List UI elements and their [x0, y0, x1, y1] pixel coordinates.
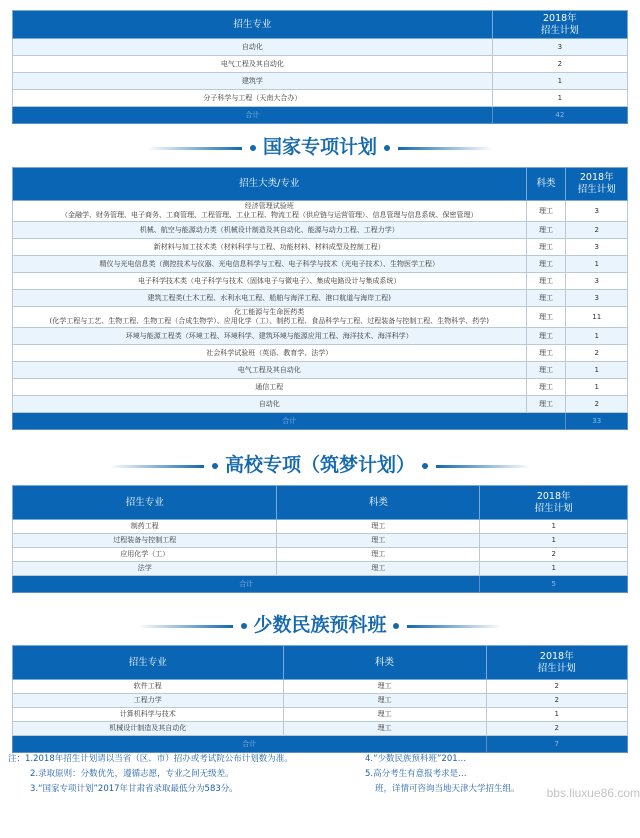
table-cell: 电气工程及其自动化: [13, 362, 527, 379]
table-row: [13, 222, 628, 239]
table-overview: [12, 10, 628, 124]
notes-left: [8, 752, 293, 797]
total-value: 7: [486, 736, 627, 753]
table-cell: 1: [566, 328, 628, 345]
watermark: bbs.liuxue86.com: [546, 786, 640, 800]
table-cell: 社会科学试验班（英语、教育学、法学）: [13, 345, 527, 362]
note-4: 4.“少数民族预科班”201…: [365, 754, 467, 764]
table-cell: 1: [566, 362, 628, 379]
section-title-text: 高校专项（筑梦计划）: [224, 454, 415, 476]
table-cell: 软件工程: [13, 680, 284, 694]
table-row: [13, 273, 628, 290]
table-cell: 理工: [526, 222, 566, 239]
table-cell: 2: [486, 722, 627, 736]
table-cell: 2: [566, 345, 628, 362]
table-row: [13, 562, 628, 576]
table-cell: 应用化学（工）: [13, 548, 277, 562]
table-cell: 理工: [526, 379, 566, 396]
table-minority-preparatory: [12, 645, 628, 753]
section-title-text: 国家专项计划: [262, 136, 377, 158]
table-row: [13, 534, 628, 548]
table-row: [13, 362, 628, 379]
table-cell: 3: [566, 290, 628, 307]
table-cell: 3: [566, 201, 628, 222]
table-cell: 理工: [526, 396, 566, 413]
table-cell: 制药工程: [13, 520, 277, 534]
total-label: 合计: [13, 576, 480, 593]
table-cell: 2: [566, 222, 628, 239]
table-cell: 理工: [283, 722, 486, 736]
column-header: 招生专业: [13, 11, 493, 39]
table-cell: 机械、航空与能源动力类（机械设计制造及其自动化、能源与动力工程、工程力学）: [13, 222, 527, 239]
table-cell: 理工: [526, 290, 566, 307]
table-row: [13, 379, 628, 396]
table-row: [13, 328, 628, 345]
column-header: 科类: [277, 486, 480, 520]
table-cell: 1: [492, 73, 627, 90]
table-row: [13, 256, 628, 273]
column-header: 科类: [283, 646, 486, 680]
column-header: 2018年 招生计划: [566, 168, 628, 201]
section-title-text: 少数民族预科班: [253, 614, 387, 636]
table-cell: 计算机科学与技术: [13, 708, 284, 722]
table-cell: 理工: [526, 273, 566, 290]
column-header: 2018年 招生计划: [486, 646, 627, 680]
table-cell: 理工: [283, 708, 486, 722]
table-row: [13, 239, 628, 256]
table-cell: 理工: [526, 307, 566, 328]
note-5: 5.高分考生有意报考求是…: [365, 769, 467, 779]
table-cell: 理工: [526, 239, 566, 256]
table-cell: 2: [480, 548, 628, 562]
table-row: [13, 201, 628, 222]
table-row: [13, 708, 628, 722]
table-cell: 理工: [283, 694, 486, 708]
total-value: 42: [492, 107, 627, 124]
total-value: 33: [566, 413, 628, 430]
table-university-special-plan: [12, 485, 628, 593]
table-row: [13, 39, 628, 56]
table-row: [13, 722, 628, 736]
table-cell: 3: [566, 273, 628, 290]
table-row: [13, 396, 628, 413]
table-row: [13, 290, 628, 307]
table-cell: 理工: [283, 680, 486, 694]
table-cell: 1: [480, 520, 628, 534]
table-cell: 环境与能源工程类（环境工程、环境科学、建筑环境与能源应用工程、海洋技术、海洋科学）: [13, 328, 527, 345]
table-cell: 建筑学: [13, 73, 493, 90]
table-row: [13, 694, 628, 708]
table-cell: 理工: [277, 534, 480, 548]
section-title-minority: [0, 611, 640, 639]
table-cell: 理工: [526, 345, 566, 362]
note-3: 3.“国家专项计划”2017年甘肃省录取最低分为583分。: [30, 784, 238, 794]
table-cell: 分子科学与工程（天南大合办）: [13, 90, 493, 107]
column-header: 2018年 招生计划: [480, 486, 628, 520]
table-cell: 1: [566, 379, 628, 396]
table-cell: 2: [566, 396, 628, 413]
table-cell: 机械设计制造及其自动化: [13, 722, 284, 736]
table-cell: 1: [480, 534, 628, 548]
table-cell: 1: [486, 708, 627, 722]
table-cell: 理工: [277, 562, 480, 576]
total-row: [13, 413, 628, 430]
column-header: 招生专业: [13, 646, 284, 680]
table-cell: 自动化: [13, 39, 493, 56]
table-cell: 3: [492, 39, 627, 56]
table-cell: 2: [492, 56, 627, 73]
table-cell: 电气工程及其自动化: [13, 56, 493, 73]
table-cell: 1: [566, 256, 628, 273]
total-row: [13, 576, 628, 593]
table-cell: 自动化: [13, 396, 527, 413]
total-label: 合计: [13, 736, 487, 753]
table-row: [13, 307, 628, 328]
table-cell: 化工能源与生命医药类 (化学工程与工艺、生物工程、生物工程（合成生物学）、应用化学（工）、制药工程、食品科学与工程、过程装备与控制工程、生物科学、药学): [13, 307, 527, 328]
note-5-cont: 班，详情可咨询当地天津大学招生组。: [375, 784, 520, 794]
table-cell: 1: [492, 90, 627, 107]
column-header: 招生专业: [13, 486, 277, 520]
table-row: [13, 90, 628, 107]
table-cell: 法学: [13, 562, 277, 576]
table-cell: 理工: [526, 201, 566, 222]
table-cell: 理工: [526, 362, 566, 379]
column-header: 招生大类/专业: [13, 168, 527, 201]
table-cell: 过程装备与控制工程: [13, 534, 277, 548]
total-value: 5: [480, 576, 628, 593]
column-header: 科类: [526, 168, 566, 201]
table-row: [13, 520, 628, 534]
table-cell: 工程力学: [13, 694, 284, 708]
table-cell: 2: [486, 694, 627, 708]
table-cell: 理工: [277, 548, 480, 562]
table-row: [13, 73, 628, 90]
table-cell: 3: [566, 239, 628, 256]
section-title-university: [0, 451, 640, 479]
table-cell: 建筑工程类(土木工程、水利水电工程、船舶与海洋工程、港口航道与海岸工程): [13, 290, 527, 307]
table-cell: 理工: [526, 328, 566, 345]
table-row: [13, 548, 628, 562]
table-cell: 精仪与光电信息类（测控技术与仪器、光电信息科学与工程、电子科学与技术（光电子技术）、生物医学工程）: [13, 256, 527, 273]
table-national-special-plan: [12, 167, 628, 430]
table-cell: 新材料与加工技术类（材料科学与工程、功能材料、材料成型及控制工程）: [13, 239, 527, 256]
table-row: [13, 56, 628, 73]
table-cell: 理工: [526, 256, 566, 273]
total-label: 合计: [13, 413, 566, 430]
table-row: [13, 345, 628, 362]
table-row: [13, 680, 628, 694]
table-cell: 理工: [277, 520, 480, 534]
note-1: 注：1.2018年招生计划请以当省（区、市）招办或考试院公布计划数为准。: [8, 754, 293, 764]
note-2: 2.录取原则：分数优先，遵循志愿，专业之间无级差。: [30, 769, 234, 779]
table-cell: 经济管理试验班 （金融学、财务管理、电子商务、工商管理、工程管理、工业工程、物流工程（供应链与运营管理）、信息管理与信息系统、保密管理）: [13, 201, 527, 222]
total-row: [13, 107, 628, 124]
table-cell: 电子科学技术类（电子科学与技术（固体电子与微电子）、集成电路设计与集成系统）: [13, 273, 527, 290]
table-cell: 2: [486, 680, 627, 694]
table-cell: 11: [566, 307, 628, 328]
total-label: 合计: [13, 107, 493, 124]
table-cell: 1: [480, 562, 628, 576]
table-cell: 通信工程: [13, 379, 527, 396]
section-title-national: [0, 133, 640, 161]
column-header: 2018年 招生计划: [492, 11, 627, 39]
